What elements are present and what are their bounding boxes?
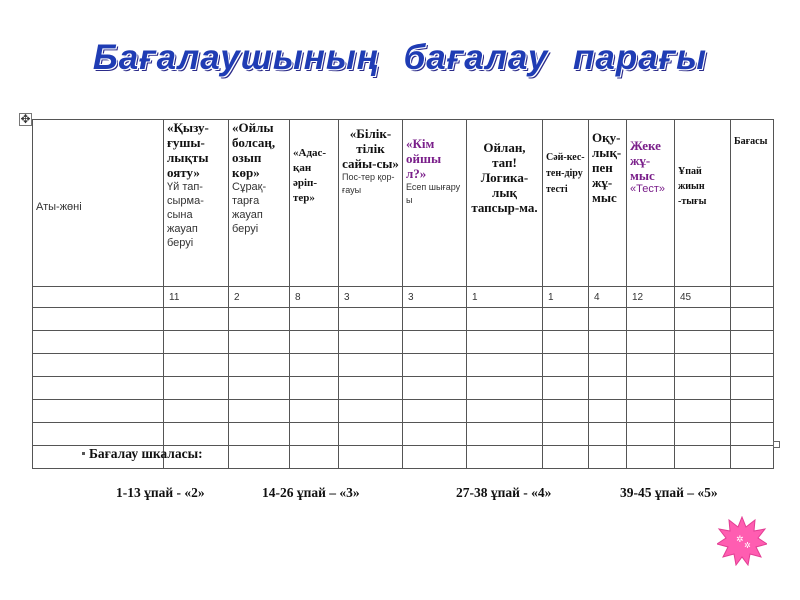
table-cell[interactable]: [467, 400, 543, 423]
table-row: [33, 308, 774, 331]
table-cell[interactable]: [543, 354, 589, 377]
scale-item: 1-13 ұпай - «2»: [116, 485, 205, 500]
table-cell[interactable]: [467, 377, 543, 400]
table-cell[interactable]: [229, 423, 290, 446]
header-sub: «Тест»: [630, 183, 665, 195]
table-cell[interactable]: [164, 423, 229, 446]
grading-table: [32, 119, 774, 469]
points-cell: [33, 287, 164, 308]
table-cell[interactable]: [627, 446, 675, 469]
table-cell[interactable]: [589, 423, 627, 446]
table-cell[interactable]: [33, 308, 164, 331]
table-cell[interactable]: [339, 423, 403, 446]
header-sub: Сұрақ-тарға жауап беруі: [232, 181, 267, 235]
header-sub: Есеп шығару ы: [406, 182, 461, 205]
header-cell: [589, 120, 627, 287]
table-cell[interactable]: [339, 400, 403, 423]
table-cell[interactable]: [627, 377, 675, 400]
header-cell: [164, 120, 229, 287]
scale-item: 39-45 ұпай – «5»: [620, 485, 718, 500]
header-title: «Ойлы болсаң, озып көр»: [232, 120, 276, 180]
table-cell[interactable]: [164, 354, 229, 377]
table-cell[interactable]: [675, 400, 731, 423]
header-sub: Пос-тер қор-ғауы: [342, 172, 395, 195]
header-cell: [467, 120, 543, 287]
table-cell[interactable]: [627, 308, 675, 331]
table-cell[interactable]: [675, 354, 731, 377]
points-cell: 8: [290, 287, 339, 308]
table-cell[interactable]: [543, 423, 589, 446]
table-cell[interactable]: [33, 377, 164, 400]
points-cell: 1: [467, 287, 543, 308]
points-cell: 1: [543, 287, 589, 308]
table-cell[interactable]: [229, 354, 290, 377]
table-cell[interactable]: [290, 400, 339, 423]
header-title: «Қызу-ғушы-лықты ояту»: [167, 120, 209, 180]
table-cell[interactable]: [339, 331, 403, 354]
points-cell: 3: [403, 287, 467, 308]
table-cell[interactable]: [467, 354, 543, 377]
header-cell: [339, 120, 403, 287]
table-cell[interactable]: [33, 354, 164, 377]
header-title: «Білік-тілік сайы-сы»: [342, 126, 399, 171]
table-cell[interactable]: [731, 331, 774, 354]
table-cell[interactable]: [164, 308, 229, 331]
table-cell[interactable]: [403, 423, 467, 446]
table-cell[interactable]: [339, 354, 403, 377]
header-title: Ойлан, тап! Логика-лық тапсыр-ма.: [471, 140, 538, 215]
table-cell[interactable]: [731, 423, 774, 446]
points-cell: 45: [675, 287, 731, 308]
header-row: [33, 120, 774, 287]
table-cell[interactable]: [589, 331, 627, 354]
table-cell[interactable]: [467, 446, 543, 469]
table-cell[interactable]: [229, 377, 290, 400]
table-resize-handle[interactable]: [773, 441, 780, 448]
scale-item: 27-38 ұпай - «4»: [456, 485, 552, 500]
table-cell[interactable]: [403, 377, 467, 400]
table-cell[interactable]: [467, 331, 543, 354]
points-cell: 3: [339, 287, 403, 308]
header-title: Жеке жұ-мыс: [630, 138, 661, 183]
table-move-handle-icon[interactable]: ✥: [20, 112, 31, 126]
table-cell[interactable]: [731, 377, 774, 400]
table-cell[interactable]: [164, 331, 229, 354]
table-cell[interactable]: [627, 354, 675, 377]
table-cell[interactable]: [229, 308, 290, 331]
bullet-dot: [82, 452, 85, 455]
table-cell[interactable]: [543, 308, 589, 331]
table-cell[interactable]: [403, 446, 467, 469]
page-title: Бағалаушының бағалау парағы: [92, 38, 708, 77]
points-cell: 11: [164, 287, 229, 308]
header-cell: [675, 120, 731, 287]
table-cell[interactable]: [627, 423, 675, 446]
table-cell[interactable]: [675, 308, 731, 331]
header-title: Оқу-лық-пен жұ-мыс: [592, 130, 622, 205]
header-title: Сәй-кес-тен-діру тесті: [546, 152, 585, 195]
table-cell[interactable]: [589, 354, 627, 377]
table-cell[interactable]: [731, 400, 774, 423]
table-cell[interactable]: [589, 377, 627, 400]
table-cell[interactable]: [675, 331, 731, 354]
header-cell: [229, 120, 290, 287]
table-cell[interactable]: [229, 331, 290, 354]
header-cell: [731, 120, 774, 287]
table-cell[interactable]: [229, 400, 290, 423]
table-cell[interactable]: [543, 331, 589, 354]
table-cell[interactable]: [33, 400, 164, 423]
scale-label: Бағалау шкаласы:: [89, 446, 203, 461]
table-cell[interactable]: [290, 423, 339, 446]
table-cell[interactable]: [627, 331, 675, 354]
table-cell[interactable]: [675, 446, 731, 469]
table-cell[interactable]: [290, 331, 339, 354]
table-cell[interactable]: [589, 400, 627, 423]
points-cell: 4: [589, 287, 627, 308]
table-row: [33, 423, 774, 446]
table-cell[interactable]: [164, 377, 229, 400]
table-row: [33, 377, 774, 400]
table-cell[interactable]: [339, 308, 403, 331]
table-cell[interactable]: [731, 354, 774, 377]
empty-rows: [33, 308, 774, 469]
table-cell[interactable]: [467, 308, 543, 331]
table-cell[interactable]: [339, 446, 403, 469]
table-cell[interactable]: [229, 446, 290, 469]
table-row: [33, 400, 774, 423]
header-sub: Үй тап-сырма-сына жауап беруі: [167, 181, 204, 249]
table-row: [33, 354, 774, 377]
table-cell[interactable]: [403, 400, 467, 423]
table-cell[interactable]: [589, 308, 627, 331]
svg-text:✲: ✲: [744, 541, 751, 550]
table-cell[interactable]: [675, 423, 731, 446]
table-row: [33, 331, 774, 354]
table-cell[interactable]: [543, 400, 589, 423]
table-cell[interactable]: [33, 423, 164, 446]
table-cell[interactable]: [403, 354, 467, 377]
header-cell: [403, 120, 467, 287]
svg-text:✲: ✲: [736, 535, 744, 545]
header-cell: [627, 120, 675, 287]
table-cell[interactable]: [403, 308, 467, 331]
table-cell[interactable]: [403, 331, 467, 354]
header-cell: [290, 120, 339, 287]
table-cell[interactable]: [290, 354, 339, 377]
points-row: [33, 287, 774, 308]
header-title: Ұпай жиын -тығы: [678, 166, 707, 207]
header-title: Бағасы: [734, 136, 768, 147]
table-cell[interactable]: [290, 446, 339, 469]
table-cell[interactable]: [675, 377, 731, 400]
table-cell[interactable]: [731, 446, 774, 469]
name-header: Аты-жөні: [36, 200, 82, 213]
table-cell[interactable]: [589, 446, 627, 469]
table-cell[interactable]: [164, 400, 229, 423]
scale-item: 14-26 ұпай – «3»: [262, 485, 360, 500]
points-cell: 12: [627, 287, 675, 308]
star-next-icon[interactable]: [717, 516, 767, 566]
table-cell[interactable]: [467, 423, 543, 446]
table-cell[interactable]: [543, 377, 589, 400]
table-cell[interactable]: [290, 377, 339, 400]
header-cell: [543, 120, 589, 287]
table-cell[interactable]: [731, 308, 774, 331]
table-cell[interactable]: [339, 377, 403, 400]
points-cell: 2: [229, 287, 290, 308]
table-cell[interactable]: [627, 400, 675, 423]
header-title: «Кім ойшы л?»: [406, 136, 442, 181]
points-cell: [731, 287, 774, 308]
name-header-cell: [33, 120, 164, 287]
table-cell[interactable]: [290, 308, 339, 331]
table-cell[interactable]: [33, 331, 164, 354]
header-title: «Адас-қан әріп-тер»: [293, 147, 327, 204]
table-cell[interactable]: [543, 446, 589, 469]
